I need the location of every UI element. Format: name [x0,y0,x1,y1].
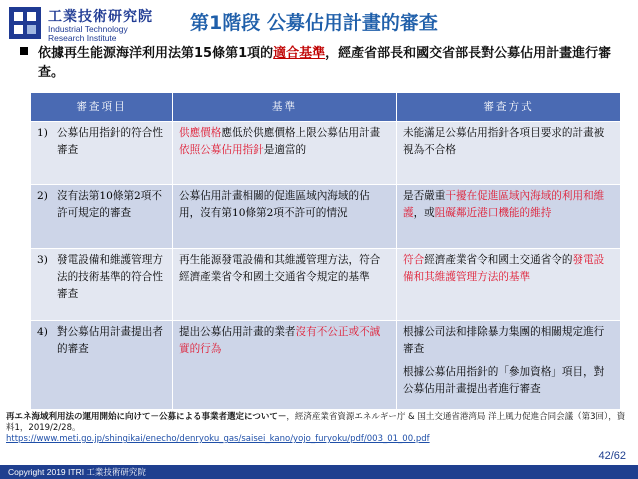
source-citation [6,412,631,445]
criteria-highlight: 依照公募佔用指針 [179,144,264,156]
header-review-method: 審查方式 [397,93,621,122]
review-item-text: 發電設備和維護管理方法的技術基準的符合性審查 [57,254,163,300]
copyright-text: Copyright 2019 ITRI 工業技術研究院 [8,467,146,477]
table-row [31,249,621,321]
square-bullet-icon [20,47,28,55]
itri-logo-icon [8,6,42,40]
method-text: 是否嚴重 [403,190,446,202]
criteria-text: 是適當的 [263,144,307,156]
criteria-highlight: 供應價格 [179,127,222,139]
logo-name-en-1: Industrial Technology [48,24,128,34]
header-review-item: 審查項目 [31,93,173,122]
source-detail: ，經済産業省資源エネルギー庁 & 国土交通省港湾局 洋上風力促進合同会議（第3回），資料1，2019/2/28。 [6,412,626,433]
source-link[interactable]: https://www.meti.go.jp/shingikai/enecho/denryoku_gas/saisei_kano/yojo_furyoku/pdf/003_01_00.pdf [6,434,430,444]
method-text: 未能滿足公募佔用指針各項目要求的計畫被視為不合格 [403,127,605,156]
method-text: 經濟產業省令和國土交通省令的 [424,254,573,266]
criteria-text: 公募佔用計畫相關的促進區域內海域的佔用，沒有第10條第2項不許可的情況 [179,190,370,219]
cell-criteria [173,321,397,410]
cell-review-item [31,122,173,185]
method-paragraph: 根據公募佔用指針的「參加資格」項目，對公募佔用計畫提出者進行審查 [403,366,605,395]
method-text: ，或 [413,207,435,219]
cell-review-method [397,185,621,249]
row-number: 4) [37,326,48,338]
method-highlight: 符合 [403,254,425,266]
cell-review-item [31,321,173,410]
page-number: 42/62 [598,450,626,462]
bullet-text [38,44,625,82]
review-item-text: 對公募佔用計畫提出者的審查 [57,326,163,355]
cell-review-item [31,185,173,249]
criteria-text: 應低於供應價格上限公募佔用計畫 [221,127,381,139]
source-title: 再エネ海域利用法の運用開始に向けて－公募による事業者選定について－ [6,412,287,422]
row-number: 2) [37,190,48,202]
itri-logo [8,6,168,46]
cell-review-method [397,321,621,410]
logo-name-zh: 工業技術研究院 [48,9,153,25]
cell-review-item [31,249,173,321]
criteria-text: 提出公募佔用計畫的業者 [179,326,296,338]
cell-criteria [173,249,397,321]
logo-name-en-2: Research Institute [48,33,117,43]
table-header-row [31,93,621,122]
slide-title: 第1階段 公募佔用計畫的審查 [190,12,438,34]
bullet-point [20,44,625,82]
bullet-highlight: 適合基準 [273,46,326,61]
row-number: 3) [37,254,48,266]
row-number: 1) [37,127,48,139]
table-row [31,321,621,410]
footer-bar [0,465,638,479]
bullet-text-before: 依據再生能源海洋利用法第15條第1項的 [38,46,274,61]
cell-review-method [397,122,621,185]
cell-criteria [173,122,397,185]
cell-review-method [397,249,621,321]
method-highlight: 干擾在促進區域內海域的利用和維護 [403,190,605,219]
review-item-text: 沒有法第10條第2項不許可規定的審查 [57,190,162,219]
method-highlight: 阻礙鄰近港口機能的維持 [434,207,552,219]
table-row [31,122,621,185]
header-criteria: 基準 [173,93,397,122]
review-table [30,92,621,410]
cell-criteria [173,185,397,249]
method-highlight: 發電設備和其維護管理方法的基準 [403,254,605,283]
method-paragraph: 根據公司法和排除暴力集團的相關規定進行審查 [403,326,605,355]
bullet-text-after: ，經產省部長和國交省部長對公募佔用計畫進行審查。 [38,46,612,80]
review-item-text: 公募佔用指針的符合性審查 [57,127,163,156]
criteria-text: 再生能源發電設備和其維護管理方法，符合經濟產業省令和國土交通省令規定的基準 [179,254,381,283]
criteria-highlight: 沒有不公正或不誠實的行為 [179,326,381,355]
table-row [31,185,621,249]
